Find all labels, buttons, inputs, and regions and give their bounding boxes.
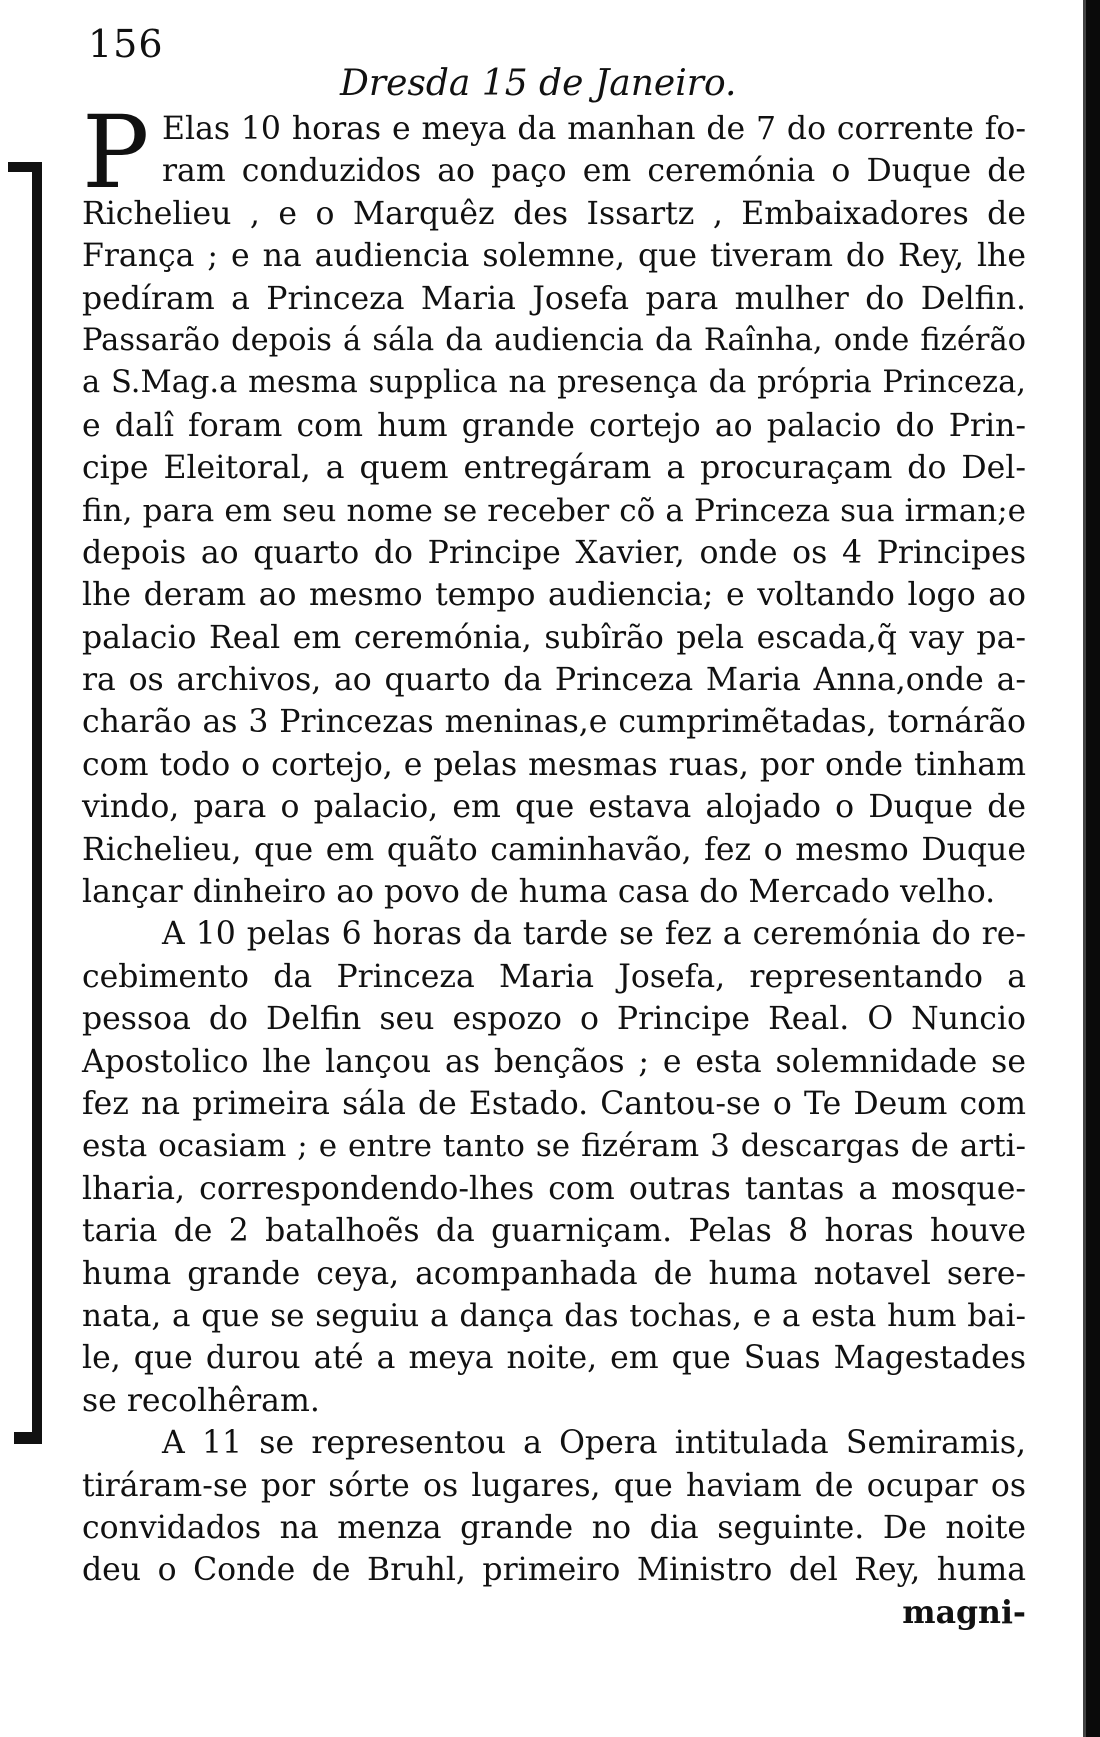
text-line: lançar dinheiro ao povo de huma casa do Mercado velho. — [82, 874, 996, 911]
text-line: palacio Real em ceremónia, subîrão pela escada,q̃ vay pa- — [82, 619, 1026, 656]
text-line: vindo, para o palacio, em que estava alojado o Duque de — [82, 789, 1026, 826]
text-line: cebimento da Princeza Maria Josefa, representando a — [82, 958, 1026, 995]
text-line: huma grande ceya, acompanhada de huma notavel sere- — [82, 1255, 1026, 1292]
text-line: lharia, correspondendo-lhes com outras tantas a mosque- — [82, 1170, 1026, 1207]
text-line: França ; e na audiencia solemne, que tiveram do Rey, lhe — [82, 238, 1026, 275]
text-line: le, que durou até a meya noite, em que Suas Magestades — [82, 1340, 1026, 1377]
text-line: Elas 10 horas e meya da manhan de 7 do corrente fo- — [162, 111, 1026, 147]
text-line: Richelieu , e o Marquêz des Issartz , Embaixadores de — [82, 195, 1026, 232]
text-line: fin, para em seu nome se receber cõ a Princeza sua irman;e — [82, 492, 1026, 529]
page-edge-line — [1083, 0, 1086, 1737]
text-line: esta ocasiam ; e entre tanto se fizéram 3 descargas de arti- — [82, 1128, 1026, 1165]
text-line: A 11 se representou a Opera intitulada Semiramis, — [162, 1425, 1026, 1462]
drop-cap: P — [82, 94, 150, 211]
text-line: A 10 pelas 6 horas da tarde se fez a ceremónia do re- — [162, 916, 1026, 953]
page-edge-shadow — [1086, 0, 1100, 1737]
text-line: lhe deram ao mesmo tempo audiencia; e voltando logo ao — [82, 577, 1026, 614]
text-line: ram conduzidos ao paço em ceremónia o Duque de — [162, 153, 1026, 190]
text-line: ra os archivos, ao quarto da Princeza Maria Anna,onde a- — [82, 662, 1026, 699]
text-line: deu o Conde de Bruhl, primeiro Ministro del Rey, huma — [82, 1552, 1026, 1589]
text-line: tiráram-se por sórte os lugares, que haviam de ocupar os — [82, 1467, 1026, 1504]
text-line: se recolhêram. — [82, 1382, 320, 1419]
text-line: pessoa do Delfin seu espozo o Principe Real. O Nuncio — [82, 1001, 1026, 1038]
page-number: 156 — [88, 22, 164, 66]
text-line: cipe Eleitoral, a quem entregáram a procuraçam do Del- — [82, 450, 1026, 487]
text-line: charão as 3 Princezas meninas,e cumprimẽtadas, tornárão — [82, 704, 1026, 741]
text-line: fez na primeira sála de Estado. Cantou-se o Te Deum com — [82, 1085, 1026, 1122]
margin-bracket — [8, 150, 42, 1450]
text-line: Apostolico lhe lançou as bençãos ; e esta solemnidade se — [82, 1043, 1026, 1080]
text-line: com todo o cortejo, e pelas mesmas ruas, por onde tinham — [82, 746, 1026, 783]
text-line: convidados na menza grande no dia seguinte. De noite — [82, 1509, 1026, 1546]
text-line: Richelieu, que em quãto caminhavão, fez o mesmo Duque — [82, 831, 1026, 868]
text-line: a S.Mag.a mesma supplica na presença da própria Princeza, — [82, 365, 1026, 401]
text-line: pedíram a Princeza Maria Josefa para mulher do Delfin. — [82, 280, 1026, 317]
text-line: depois ao quarto do Principe Xavier, onde os 4 Principes — [82, 534, 1026, 571]
dateline-heading: Dresda 15 de Janeiro. — [340, 63, 737, 104]
text-line: Passarão depois á sála da audiencia da Raînha, onde fizérão — [82, 322, 1026, 358]
text-line: e dalî foram com hum grande cortejo ao palacio do Prin- — [82, 407, 1026, 444]
text-line: taria de 2 batalhoẽs da guarniçam. Pelas 8 horas houve — [82, 1213, 1026, 1250]
text-line: nata, a que se seguiu a dança das tochas, e a esta hum bai- — [82, 1297, 1026, 1334]
catchword: magni- — [902, 1593, 1026, 1631]
article-body — [82, 94, 1026, 1634]
